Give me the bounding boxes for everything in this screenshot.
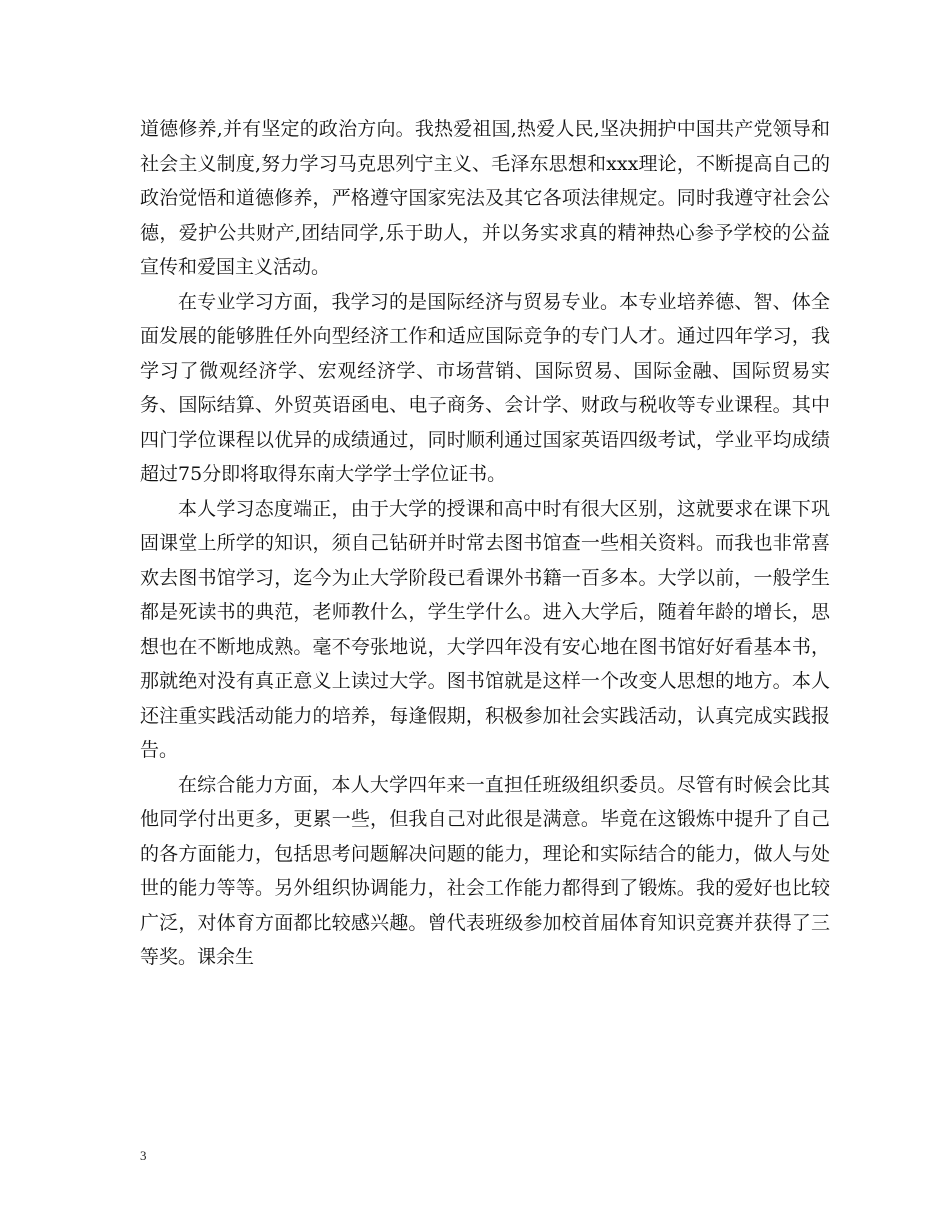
paragraph-comprehensive-ability: 在综合能力方面，本人大学四年来一直担任班级组织委员。尽管有时候会比其他同学付出更多，更累一些，但我自己对此很是满意。毕竟在这锻炼中提升了自己的各方面能力，包括思考问题解决问题的能力，理论和实际结合的能力，做人与处世的能力等等。另外组织协调能力，社会工作能力都得到了锻炼。我的爱好也比较广泛，对体育方面都比较感兴趣。曾代表班级参加校首届体育知识竞赛并获得了三等奖。课余生 bbox=[140, 773, 830, 968]
paragraph-professional-study: 在专业学习方面，我学习的是国际经济与贸易专业。本专业培养德、智、体全面发展的能够胜任外向型经济工作和适应国际竞争的专门人才。通过四年学习，我学习了微观经济学、宏观经济学、市场营销、国际贸易、国际金融、国际贸易实务、国际结算、外贸英语函电、电子商务、会计学、财政与税收等专业课程。其中四门学位课程以优异的成绩通过，同时顺利通过国家英语四级考试，学业平均成绩超过75分即将取得东南大学学士学位证书。 bbox=[140, 290, 830, 485]
paragraph-study-attitude: 本人学习态度端正，由于大学的授课和高中时有很大区别，这就要求在课下巩固课堂上所学的知识，须自己钻研并时常去图书馆查一些相关资料。而我也非常喜欢去图书馆学习，迄今为止大学阶段已看课外书籍一百多本。大学以前，一般学生都是死读书的典范，老师教什么，学生学什么。进入大学后，随着年龄的增长，思想也在不断地成熟。毫不夸张地说，大学四年没有安心地在图书馆好好看基本书，那就绝对没有真正意义上读过大学。图书馆就是这样一个改变人思想的地方。本人还注重实践活动能力的培养，每逢假期，积极参加社会实践活动，认真完成实践报告。 bbox=[140, 497, 830, 761]
document-body bbox=[140, 112, 830, 975]
page-number: 3 bbox=[140, 1148, 147, 1163]
paragraph-political: 道德修养,并有坚定的政治方向。我热爱祖国,热爱人民,坚决拥护中国共产党领导和社会主义制度,努力学习马克思列宁主义、毛泽东思想和xxx理论，不断提高自己的政治觉悟和道德修养，严格遵守国家宪法及其它各项法律规定。同时我遵守社会公德，爱护公共财产,团结同学,乐于助人，并以务实求真的精神热心参予学校的公益宣传和爱国主义活动。 bbox=[140, 118, 830, 278]
